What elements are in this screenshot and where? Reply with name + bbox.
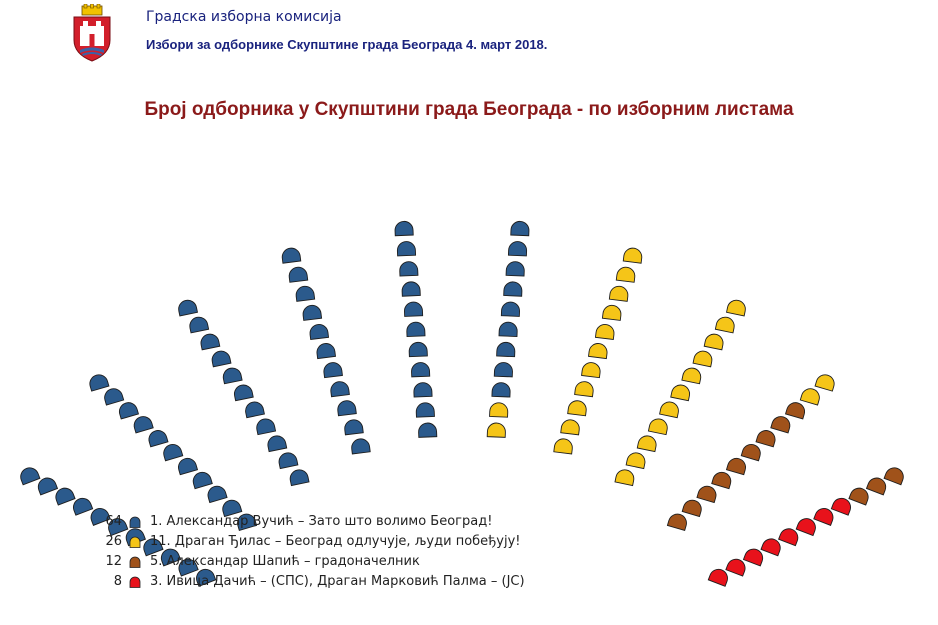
seat-marker [397, 241, 416, 256]
seat-marker [395, 221, 414, 236]
seat-marker [337, 400, 357, 416]
seat-marker [414, 382, 433, 397]
seat-marker [511, 221, 530, 236]
seat-marker [102, 387, 123, 405]
seat-marker [233, 383, 253, 400]
legend-label: 5. Александар Шапић – градоначелник [150, 554, 420, 569]
seat-marker [506, 261, 525, 276]
seat-marker [244, 400, 264, 417]
seat-marker [637, 434, 657, 451]
seat-marker [561, 419, 581, 435]
seat-marker [404, 302, 423, 317]
seat-marker [756, 428, 777, 446]
seat-marker [589, 342, 609, 358]
seat-marker [402, 282, 421, 297]
seat-marker [487, 423, 506, 438]
seat-marker [497, 342, 516, 357]
seat-marker [162, 442, 183, 460]
legend-swatch [129, 556, 141, 568]
legend-swatch [129, 536, 141, 548]
seat-marker [582, 362, 602, 378]
seat-marker [508, 241, 527, 256]
seat-marker [682, 366, 702, 383]
seat-marker [177, 299, 197, 316]
seat-marker [330, 381, 350, 397]
seat-marker [786, 400, 807, 418]
seat-marker [623, 247, 643, 263]
seat-marker [409, 342, 428, 357]
legend-label: 11. Драган Ђилас – Београд одлучује, људи побеђују! [150, 534, 521, 549]
seat-marker [147, 428, 168, 446]
seat-marker [191, 470, 212, 488]
seat-marker [117, 400, 138, 418]
seat-marker [660, 400, 680, 417]
seat-marker [494, 362, 513, 377]
seat-marker [697, 484, 718, 502]
legend-seat-count: 8 [113, 574, 122, 589]
seat-marker [490, 402, 509, 417]
seat-marker [411, 362, 430, 377]
seat-marker [712, 470, 733, 488]
seat-marker [602, 304, 622, 320]
seat-marker [255, 417, 275, 434]
legend-seat-count: 26 [105, 534, 122, 549]
seat-marker [399, 261, 418, 276]
seat-marker [344, 419, 364, 435]
seat-marker [418, 423, 437, 438]
seat-marker [504, 282, 523, 297]
seat-marker [199, 333, 219, 350]
chart-title: Број одборника у Скупштини града Београда - по изборним листама [144, 99, 794, 120]
seat-marker [316, 342, 336, 358]
seat-marker [615, 468, 635, 485]
seat-marker [575, 381, 595, 397]
seat-marker [323, 362, 343, 378]
seat-marker [609, 285, 629, 301]
seat-marker [288, 266, 308, 282]
seat-marker [616, 266, 636, 282]
seat-marker [667, 512, 688, 530]
legend-label: 3. Ивица Дачић – (СПС), Драган Марковић Палма – (ЈС) [150, 574, 525, 589]
seat-marker [726, 456, 747, 474]
seat-marker [741, 442, 762, 460]
seat-marker [266, 434, 286, 451]
seat-marker [309, 323, 329, 339]
seat-marker [206, 484, 227, 502]
seat-marker [682, 498, 703, 516]
org-name: Градска изборна комисија [146, 9, 342, 25]
seat-marker [715, 316, 735, 333]
seat-marker [176, 456, 197, 474]
seat-marker [815, 373, 836, 391]
seat-marker [289, 468, 309, 485]
seat-marker [704, 333, 724, 350]
seat-marker [302, 304, 322, 320]
legend-seat-count: 64 [105, 514, 122, 529]
seat-marker [671, 383, 691, 400]
seat-marker [884, 465, 906, 485]
seat-marker [210, 349, 230, 366]
seat-marker [416, 402, 435, 417]
seat-marker [595, 323, 615, 339]
seat-marker [277, 451, 297, 468]
seat-marker [188, 316, 208, 333]
seat-marker [18, 465, 40, 485]
seat-marker [492, 382, 511, 397]
seat-marker [693, 349, 713, 366]
legend-seat-count: 12 [105, 554, 122, 569]
election-title: Избори за одборнике Скупштине града Београда 4. март 2018. [146, 37, 548, 52]
seat-marker [132, 414, 153, 432]
seat-marker [406, 322, 425, 337]
seat-marker [568, 400, 588, 416]
seat-marker [295, 285, 315, 301]
seat-marker [351, 438, 371, 454]
seat-marker [554, 438, 574, 454]
seat-marker [501, 302, 520, 317]
legend-swatch [129, 576, 141, 588]
seat-marker [499, 322, 518, 337]
legend-swatch [129, 516, 141, 528]
seat-marker [771, 414, 792, 432]
seat-marker [800, 387, 821, 405]
legend-label: 1. Александар Вучић – Зато што волимо Београд! [150, 514, 493, 529]
seat-marker [648, 417, 668, 434]
seat-marker [88, 373, 109, 391]
seat-marker [222, 366, 242, 383]
seat-marker [281, 247, 301, 263]
seat-marker [727, 299, 747, 316]
seat-marker [626, 451, 646, 468]
